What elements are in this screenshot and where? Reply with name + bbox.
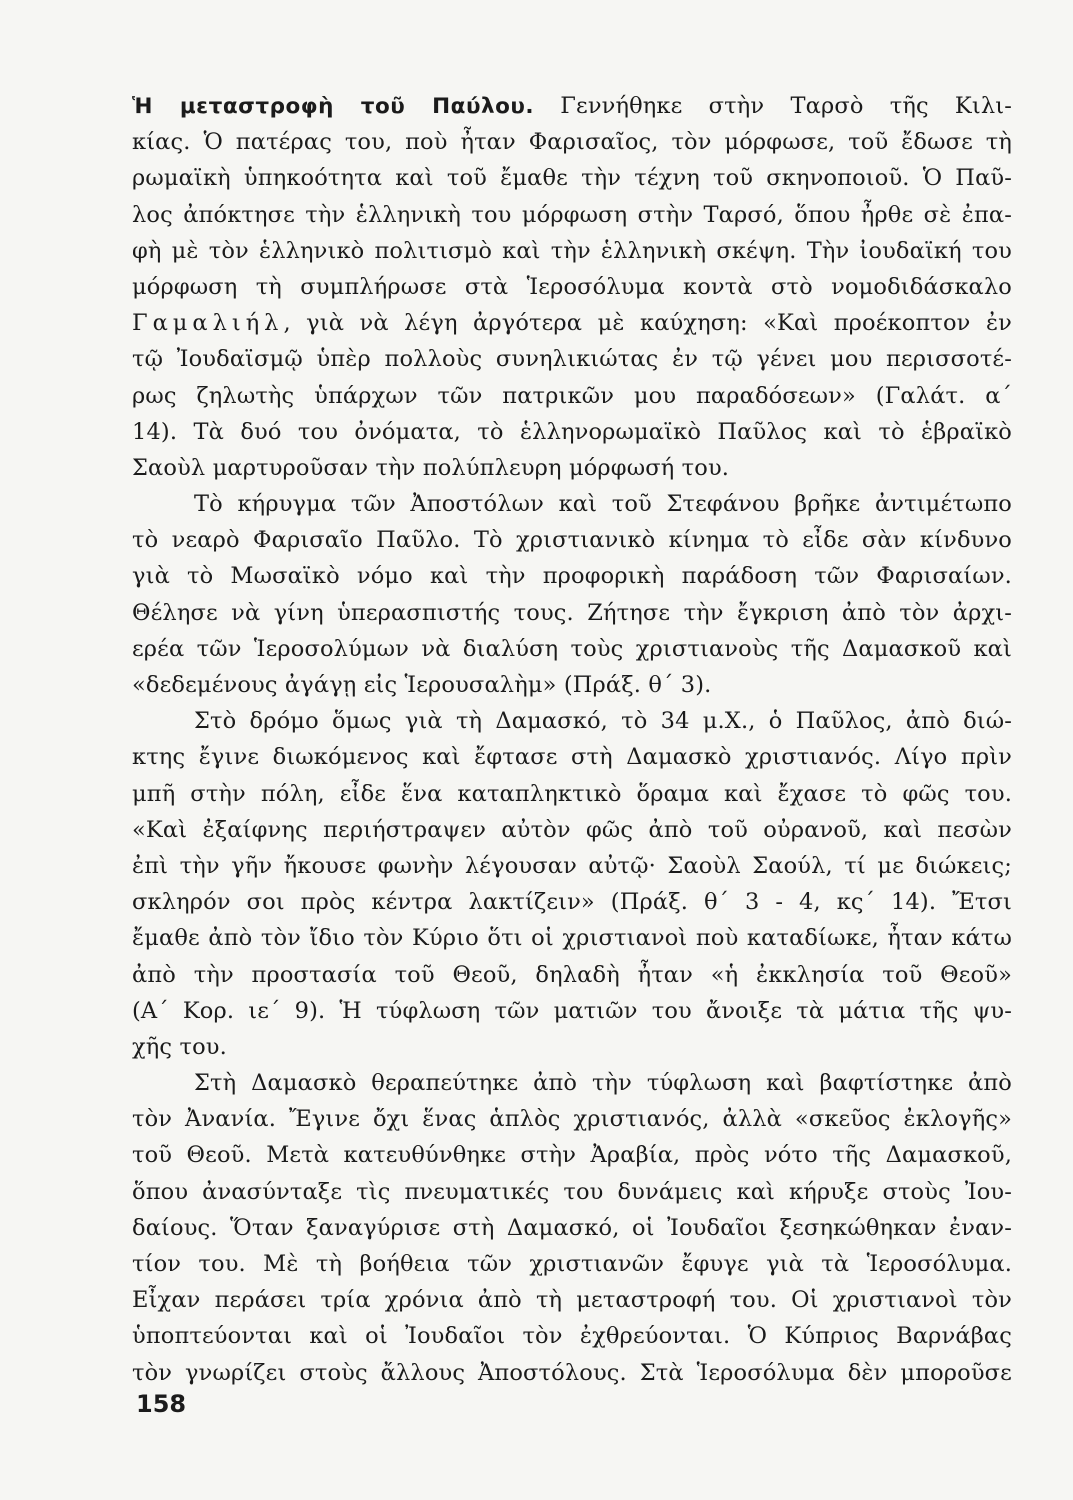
text-line: ἐπὶ τὴν γῆν ἤκουσε φωνὴν λέγουσαν αὐτῷ· Σαοὺλ Σαούλ, τί με διώκεις; [132,852,1012,879]
text-line: (Α΄ Κορ. ιε΄ 9). Ἡ τύφλωση τῶν ματιῶν του ἄνοιξε τὰ μάτια τῆς ψυ- [132,997,1012,1024]
text-line: τὸν Ἀνανία. Ἔγινε ὄχι ἕνας ἁπλὸς χριστιανός, ἀλλὰ «σκεῦος ἐκλογῆς» [132,1106,1012,1133]
text-line: χῆς του. [132,1033,227,1060]
text-line: δαίους. Ὅταν ξαναγύρισε στὴ Δαμασκό, οἱ Ἰουδαῖοι ξεσηκώθηκαν ἐναν- [132,1214,1012,1241]
text-line: ρως ζηλωτὴς ὑπάρχων τῶν πατρικῶν μου παραδόσεων» (Γαλάτ. α΄ [132,382,1012,409]
text-line: Σαοὺλ μαρτυροῦσαν τὴν πολύπλευρη μόρφωσή του. [132,454,730,481]
text-line: ὑποπτεύονται καὶ οἱ Ἰουδαῖοι τὸν ἐχθρεύονται. Ὁ Κύπριος Βαρνάβας [132,1323,1012,1350]
text-line: μπῆ στὴν πόλη, εἶδε ἕνα καταπληκτικὸ ὅραμα καὶ ἔχασε τὸ φῶς του. [132,780,1012,807]
text-line: μόρφωση τὴ συμπλήρωσε στὰ Ἱεροσόλυμα κοντὰ στὸ νομοδιδάσκαλο [132,273,1012,300]
text-line: Εἶχαν περάσει τρία χρόνια ἀπὸ τὴ μεταστροφή του. Οἱ χριστιανοὶ τὸν [132,1287,1012,1314]
spaced-name: Γαμαλιήλ [132,310,284,337]
text-line [132,88,1012,124]
text-line: τῷ Ἰουδαϊσμῷ ὑπὲρ πολλοὺς συνηλικιώτας ἐν τῷ γένει μου περισσοτέ- [132,346,1012,373]
body-text [132,88,1012,1391]
section-heading: Ἡ μεταστροφὴ τοῦ Παύλου. [132,94,535,119]
text-line: Τὸ κήρυγμα τῶν Ἀποστόλων καὶ τοῦ Στεφάνου βρῆκε ἀντιμέτωπο [194,491,1012,518]
line-text: Γεννήθηκε στὴν Ταρσὸ τῆς Κιλι- [534,93,1012,119]
text-line: ἀπὸ τὴν προστασία τοῦ Θεοῦ, δηλαδὴ ἦταν «ἡ ἐκκλησία τοῦ Θεοῦ» [132,961,1012,988]
text-line: φὴ μὲ τὸν ἑλληνικὸ πολιτισμὸ καὶ τὴν ἑλληνικὴ σκέψη. Τὴν ἰουδαϊκή του [132,237,1012,264]
text-line: γιὰ τὸ Μωσαϊκὸ νόμο καὶ τὴν προφορικὴ παράδοση τῶν Φαρισαίων. [132,563,1012,590]
line-text: , γιὰ νὰ λέγη ἀργότερα μὲ καύχηση: «Καὶ προέκοπτον ἐν [283,310,1012,337]
text-line: ἔμαθε ἀπὸ τὸν ἴδιο τὸν Κύριο ὅτι οἱ χριστιανοὶ ποὺ καταδίωκε, ἦταν κάτω [132,925,1012,952]
text-line: Στὴ Δαμασκὸ θεραπεύτηκε ἀπὸ τὴν τύφλωση καὶ βαφτίστηκε ἀπὸ [194,1070,1012,1097]
text-line [132,305,1012,341]
text-line: ρωμαϊκὴ ὑπηκοότητα καὶ τοῦ ἔμαθε τὴν τέχνη τοῦ σκηνοποιοῦ. Ὁ Παῦ- [132,165,1012,192]
text-line: σκληρόν σοι πρὸς κέντρα λακτίζειν» (Πράξ. θ΄ 3 - 4, κς΄ 14). Ἔτσι [132,889,1012,916]
text-line: κίας. Ὁ πατέρας του, ποὺ ἦταν Φαρισαῖος, τὸν μόρφωσε, τοῦ ἔδωσε τὴ [132,129,1012,156]
text-line: τίον του. Μὲ τὴ βοήθεια τῶν χριστιανῶν ἔφυγε γιὰ τὰ Ἱεροσόλυμα. [132,1251,1012,1277]
page-number: 158 [136,1390,187,1418]
text-line: λος ἀπόκτησε τὴν ἑλληνικὴ του μόρφωση στὴν Ταρσό, ὅπου ἦρθε σὲ ἐπα- [132,201,1012,228]
text-line: τοῦ Θεοῦ. Μετὰ κατευθύνθηκε στὴν Ἀραβία, πρὸς νότο τῆς Δαμασκοῦ, [132,1142,1012,1169]
text-line: τὸν γνωρίζει στοὺς ἄλλους Ἀποστόλους. Στὰ Ἱεροσόλυμα δὲν μποροῦσε [132,1359,1012,1386]
text-line: ὅπου ἀνασύνταξε τὶς πνευματικές του δυνάμεις καὶ κήρυξε στοὺς Ἰου- [132,1178,1012,1205]
text-line: ερέα τῶν Ἱεροσολύμων νὰ διαλύση τοὺς χριστιανοὺς τῆς Δαμασκοῦ καὶ [132,635,1012,662]
text-line: κτης ἔγινε διωκόμενος καὶ ἔφτασε στὴ Δαμασκὸ χριστιανός. Λίγο πρὶν [132,744,1012,771]
text-line: Στὸ δρόμο ὅμως γιὰ τὴ Δαμασκό, τὸ 34 μ.Χ., ὁ Παῦλος, ἀπὸ διώ- [194,708,1012,735]
text-line: «Καὶ ἐξαίφνης περιήστραψεν αὐτὸν φῶς ἀπὸ τοῦ οὐρανοῦ, καὶ πεσὼν [132,816,1012,843]
text-line: «δεδεμένους ἀγάγῃ εἰς Ἱερουσαλὴμ» (Πράξ. θ΄ 3). [132,672,712,698]
text-line: 14). Τὰ δυό του ὀνόματα, τὸ ἑλληνορωμαϊκὸ Παῦλος καὶ τὸ ἑβραϊκὸ [132,418,1012,445]
text-line: Θέλησε νὰ γίνη ὑπερασπιστής τους. Ζήτησε τὴν ἔγκριση ἀπὸ τὸν ἀρχι- [132,599,1012,626]
text-line: τὸ νεαρὸ Φαρισαῖο Παῦλο. Τὸ χριστιανικὸ κίνημα τὸ εἶδε σὰν κίνδυνο [132,527,1012,554]
